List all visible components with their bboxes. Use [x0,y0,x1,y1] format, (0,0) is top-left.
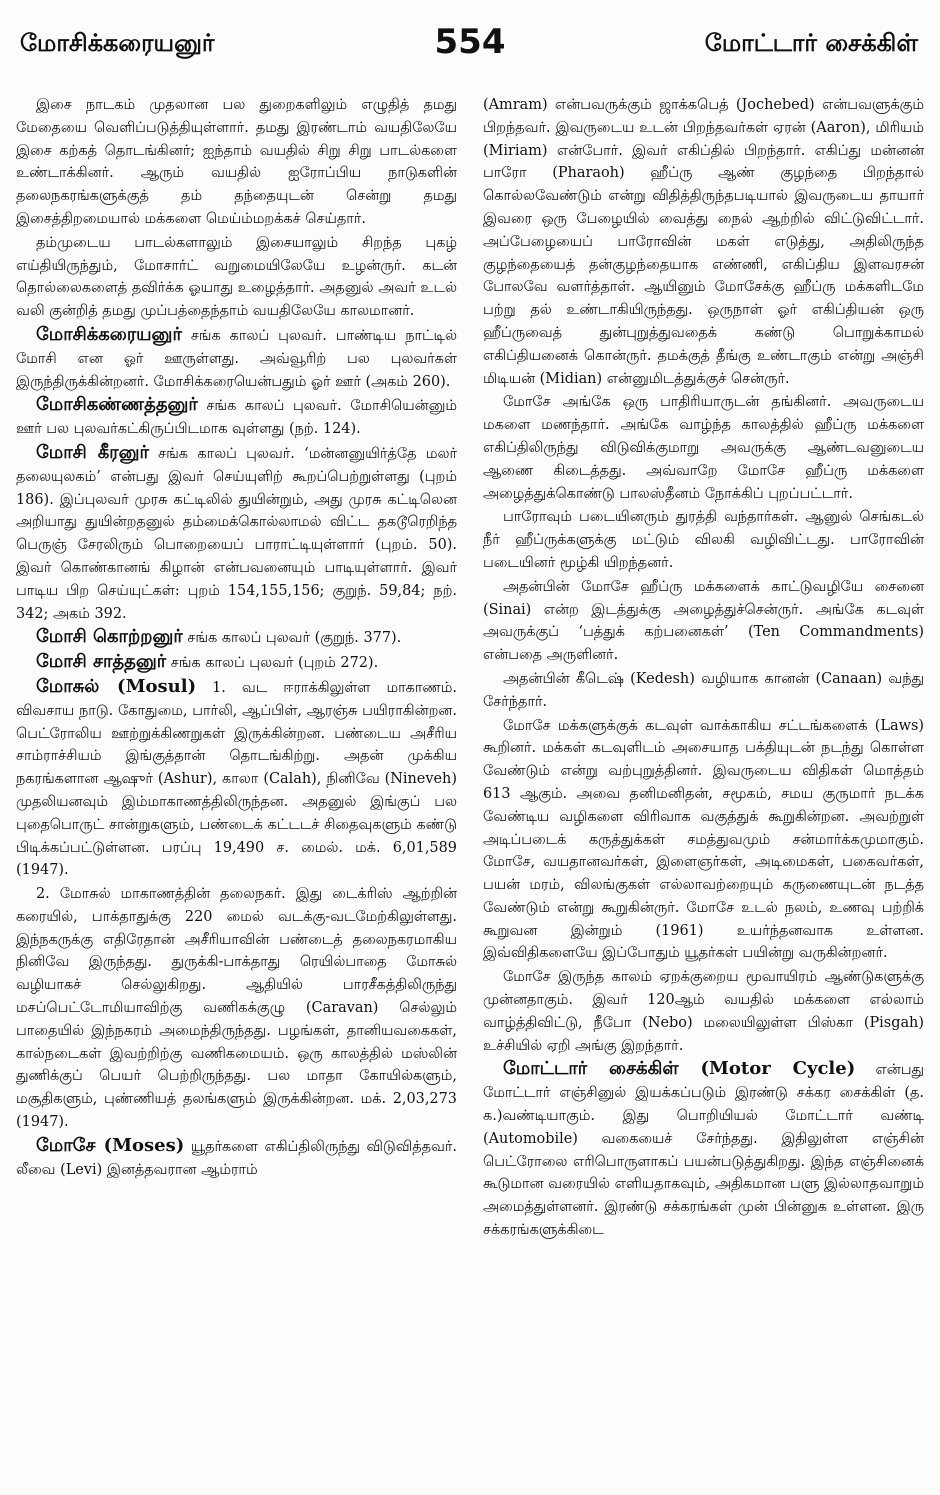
entry-paragraph [483,1058,924,1241]
entry-headword: மோட்டார் சைக்கிள் (Motor Cycle) [503,1058,856,1080]
entry-text: மோசே இருந்த காலம் ஏறக்குறைய மூவாயிரம் ஆண்டுகளுக்கு முன்னதாகும். இவர் 120ஆம் வயதில் மக்களை எல்லாம் வாழ்த்திவிட்டு, நீபோ (Nebo) மலையிலுள்ள பிஸ்கா (Pisgah) உச்சியில் ஏறி அங்கு இறந்தார். [483,969,924,1054]
entry-text: இசை நாடகம் முதலான பல துறைகளிலும் எழுதித் தமது மேதையை வெளிப்படுத்தியுள்ளார். தமது இரண்டாம் வயதிலேயே இசை கற்கத் தொடங்கினர்; ஐந்தாம் வயதில் சிறு சிறு பாடல்களை உண்டாக்கினர். ஆரும் வயதில் ஐரோப்பிய நாடுகளின் தலைநகரங்களுக்குத் தம் தந்தையுடன் சென்று தமது இசைத்திறமையால் மக்களை மெய்ம்மறக்கச் செய்தார். [16,97,457,227]
entry-text: தம்முடைய பாடல்களாலும் இசையாலும் சிறந்த புகழ் எய்தியிருந்தும், மோசார்ட் வறுமையிலேயே உழன்ருர். கடன் தொல்லைகளைத் தவிர்க்க ஓயாது உழைத்தார். அதனுல் அவர் உடல் வலி குன்றித் தமது முப்பத்தைந்தாம் வயதிலேயே காலமானர். [16,234,457,320]
entry-headword: மோசிக்கரையனுர் [36,323,182,345]
left-column [16,94,457,1243]
entry-text: சங்க காலப் புலவர். ‘மன்னனுயிர்த்தே மலர் தலையுலகம்’ என்பது இவர் செய்யுளிற் கூறப்பெற்றுள்ளது (புறம் 186). இப்புலவர் முரசு கட்டிலில் துயின்றும், அது முரசு கட்டிலென அறியாது துயின்றதனுல் தம்மைக்கொல்லாமல் விட்ட தகடூரெறிந்த பெருஞ் சேரலிரும் பொறையைப் பாராட்டியுள்ளார் (புறம். 50). இவர் கொண்கானங் கிழான் என்பவனையும் பாடியுள்ளார். இவர் பாடிய பிற செய்யுட்கள்: புறம் 154,155,156; குறுந். 59,84; நற். 342; அகம் 392. [16,445,457,622]
entry-text: என்பது மோட்டார் எஞ்சினுல் இயக்கப்படும் இரண்டு சக்கர சைக்கிள் (த. க.)வண்டியாகும். இது பொறியியல் மோட்டார் வண்டி (Automobile) வகையைச் சேர்ந்தது. இதிலுள்ள எஞ்சின் பெட்ரோலை எரிபொருளாகப் பயன்படுத்துகிறது. இந்த எஞ்சினைக் கூடுமான வரையில் எளியதாகவும், அதிகமான பளு இல்லாதவாறும் அமைத்துள்ளனர். இரண்டு சக்கரங்கள் முன் பின்னுக உள்ளன. இரு சக்கரங்களுக்கிடை [483,1062,924,1239]
body-paragraph [483,668,924,714]
entry-paragraph [16,676,457,882]
header-left-guideword: மோசிக்கரையனுர் [20,28,215,57]
page-header [16,22,924,72]
body-paragraph [483,576,924,667]
entry-text: யூதர்களை எகிப்திலிருந்து விடுவித்தவர். லீவை (Levi) இனத்தவரான ஆம்ராம் [16,1138,457,1178]
entry-text: அதன்பின் மோசே ஹீப்ரு மக்களைக் காட்டுவழியே சைனை (Sinai) என்ற இடத்துக்கு அழைத்துச்சென்ருர். அங்கே கடவுள் அவருக்குப் ‘பத்துக் கற்பனைகள்’ (Ten Commandments) என்பதை அருளினர். [483,578,924,664]
entry-headword: மோசே (Moses) [36,1134,185,1156]
entry-headword: மோசி கீரனுர் [36,441,149,463]
entry-text: (Amram) என்பவருக்கும் ஜாக்கபெத் (Jochebed) என்பவளுக்கும் பிறந்தவர். இவருடைய உடன் பிறந்தவர்கள் ஏரன் (Aaron), மிரியம் (Miriam) என்போர். இவர் எகிப்தில் பிறந்தார். எகிப்து மன்னன் பாரோ (Pharaoh) ஹீப்ரு ஆண் குழந்தை பிறந்தால் கொல்லவேண்டும் என்று விதித்திருந்தபடியால் இவருடைய தாயார் இவரை ஒரு பேழையில் வைத்து நைல் ஆற்றில் விட்டுவிட்டார். அப்பேழையைப் பாரோவின் மகள் எடுத்து, அதிலிருந்த குழந்தையைத் தன்குழந்தையாக எண்ணி, எகிப்திய இளவரசன் போலவே வளர்த்தாள். ஆயினும் மோசேக்கு ஹீப்ரு மக்களிடமே பற்று தல் உண்டாகியிருந்தது. ஒருநாள் ஓர் எகிப்தியன் ஒரு ஹீப்ருவைத் துன்புறுத்துவதைக் கண்டு பொறுக்காமல் எகிப்தியனைக் கொன்ருர். தமக்குத் தீங்கு உண்டாகும் என்று அஞ்சி மிடியன் (Midian) என்னுமிடத்துக்குச் சென்ருர். [483,97,924,387]
entry-text: மோசே அங்கே ஒரு பாதிரியாருடன் தங்கினர். அவருடைய மகளை மணந்தார். அங்கே வாழ்ந்த காலத்தில் ஹீப்ரு மக்களை எகிப்திலிருந்து விடுவிக்குமாறு அவருக்கு ஆண்டவனுடைய ஆணை கிடைத்தது. அவ்வாறே மோசே ஹீப்ரு மக்களை அழைத்துக்கொண்டு பாலஸ்தீனம் நோக்கிப் புறப்பட்டார். [483,394,924,502]
body-paragraph [483,94,924,390]
entry-text: சங்க காலப் புலவர் (குறுந். 377). [182,630,402,647]
body-paragraph [483,966,924,1057]
right-column [483,94,924,1243]
entry-text: சங்க காலப் புலவர். மோசியென்னும் ஊர் பல புலவர்கட்கிருப்பிடமாக வுள்ளது (நற். 124). [16,398,457,438]
entry-paragraph [16,651,457,675]
entry-text: 1. வட ஈராக்கிலுள்ள மாகாணம். விவசாய நாடு. கோதுமை, பார்லி, ஆப்பிள், ஆரஞ்சு பயிராகின்றன. பெட்ரோலிய ஊற்றுக்கிணறுகள் இருக்கின்றன. பண்டைய அசீரிய சாம்ராச்சியம் இங்குத்தான் தொடங்கிற்று. அதன் முக்கிய நகரங்களான ஆஷுர் (Ashur), காலா (Calah), நினிவே (Nineveh) முதலியனவும் இம்மாகாணத்திலிருந்தன. அதனுல் இங்குப் பல புதைபொருட் சான்றுகளும், பண்டைக் கட்டடச் சிதைவுகளும் கண்டு பிடிக்கப்பட்டுள்ளன. பரப்பு 19,490 ச. மைல். மக். 6,01,589 (1947). [16,679,457,879]
entry-headword: மோசி சாத்தனுர் [36,651,167,673]
body-paragraph [16,883,457,1134]
entry-paragraph [16,324,457,393]
entry-paragraph [16,394,457,441]
entry-text: பாரோவும் படையினரும் துரத்தி வந்தார்கள். ஆனுல் செங்கடல் நீர் ஹீப்ருக்களுக்கு மட்டும் விலகி வழிவிட்டது. பாரோவின் படையினர் மூழ்கி யிறந்தனர். [483,509,924,571]
entry-paragraph [16,626,457,650]
entry-headword: மோசுல் (Mosul) [36,675,197,697]
body-paragraph [483,391,924,505]
page-number: 554 [434,22,506,62]
entry-headword: மோசிகண்ணத்தனுர் [36,394,198,416]
header-right-guideword: மோட்டார் சைக்கிள் [704,28,918,57]
entry-text: மோசே மக்களுக்குக் கடவுள் வாக்காகிய சட்டங்களைக் (Laws) கூறினர். மக்கள் கடவுளிடம் அசையாத பக்தியுடன் நடந்து கொள்ள வேண்டும் என்று வற்புறுத்தினர். இவருடைய விதிகள் மொத்தம் 613 ஆகும். அவை தனிமனிதன், சமூகம், சமய குருமார் நடக்க வேண்டிய வழிகளை விரிவாக வகுத்துக் கூறுகின்றன. அவற்றுள் அடிப்படைக் கருத்துக்கள் சமத்துவமும் சன்மார்க்கமுமாகும். மோசே, வயதானவர்கள், இளைஞர்கள், அடிமைகள், பகைவர்கள், பயன் மரம், விலங்குகள் எல்லாவற்றையும் கருணையுடன் நடத்த வேண்டும் என்று கூறுகின்ருர். மோசே உடல் நலம், உணவு பற்றிக் கூறுவன இன்றும் (1961) உயர்ந்தனவாக உள்ளன. இவ்விதிகளையே இப்போதும் யூதர்கள் பயின்று வருகின்றனர். [483,717,924,962]
entry-text: 2. மோசுல் மாகாணத்தின் தலைநகர். இது டைக்ரிஸ் ஆற்றின் கரையில், பாக்தாதுக்கு 220 மைல் வடக்கு-வடமேற்கிலுள்ளது. இந்நகருக்கு எதிரேதான் அசீரியாவின் பண்டைத் தலைநகரமாகிய நினிவே இருந்தது. துருக்கி-பாக்தாது ரெயில்பாதை மோசுல் வழியாகச் செல்லுகிறது. ஆதியில் பாரசீகத்திலிருந்து மசப்பெட்டோமியாவிற்கு வணிகக்குழு (Caravan) செல்லும் பாதையில் இந்நகரம் அமைந்திருந்தது. பழங்கள், தானியவகைகள், கால்நடைகள் இவற்றிற்கு வணிகமையம். ஒரு காலத்தில் மஸ்லின் துணிக்குப் பெயர் பெற்றிருந்தது. பல மாதா கோயில்களும், மசூதிகளும், புண்ணியத் தலங்களும் இருக்கின்றன. மக். 2,03,273 (1947). [16,886,457,1131]
entry-text: அதன்பின் கீடெஷ் (Kedesh) வழியாக கானன் (Canaan) வந்து சேர்ந்தார். [483,670,924,710]
entry-text: சங்க காலப் புலவர். பாண்டிய நாட்டில் மோசி என ஓர் ஊருள்ளது. அவ்வூரிற் பல புலவர்கள் இருந்திருக்கின்றனர். மோசிக்கரையென்பதும் ஓர் ஊர் (அகம் 260). [16,327,457,390]
body-paragraph [483,506,924,574]
body-paragraph [483,715,924,966]
text-columns [16,94,924,1243]
body-paragraph [16,94,457,231]
entry-paragraph [16,442,457,625]
entry-headword: மோசி கொற்றனுர் [36,626,183,648]
entry-paragraph [16,1135,457,1182]
entry-text: சங்க காலப் புலவர் (புறம் 272). [166,655,379,672]
body-paragraph [16,232,457,323]
